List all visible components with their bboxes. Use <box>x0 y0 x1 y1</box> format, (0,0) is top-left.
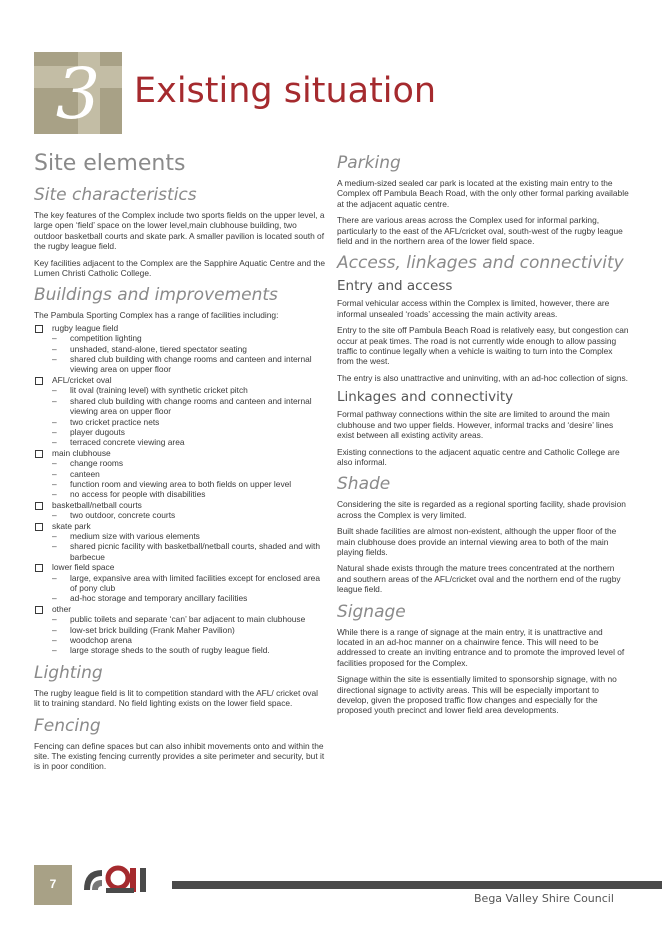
facility-sub-label: low-set brick building (Frank Maher Pavilion) <box>70 624 235 635</box>
section-title: Site elements <box>34 151 186 176</box>
paragraph: The rugby league field is lit to competition standard with the AFL/ cricket oval lit to training standard. No field lighting exists on the lower field space. <box>34 687 318 709</box>
heading-site-characteristics: Site characteristics <box>34 185 197 205</box>
heading-buildings: Buildings and improvements <box>34 285 278 306</box>
checkbox-bullet-icon <box>35 502 43 510</box>
facility-sub-label: shared club building with change rooms and canteen and internal viewing area on upper floor <box>70 354 312 375</box>
facilities-list <box>34 323 326 656</box>
page-number-tab <box>34 865 72 905</box>
paragraph: A medium-sized sealed car park is located at the existing main entry to the Complex off Pambula Beach Road, with the only other formal parking available at the adjacent aquatic centre. <box>337 178 629 209</box>
dash-bullet-icon: – <box>52 468 57 479</box>
facility-sub-label: no access for people with disabilities <box>70 489 206 500</box>
facility-sub-item <box>52 396 326 417</box>
dash-bullet-icon: – <box>52 541 57 552</box>
facility-label: AFL/cricket oval <box>52 374 112 385</box>
dash-bullet-icon: – <box>52 510 57 521</box>
facility-sub-label: large, expansive area with limited facilities except for enclosed area of pony club <box>70 572 320 593</box>
facility-item <box>34 375 326 448</box>
checkbox-bullet-icon <box>35 450 43 458</box>
paragraph: Signage within the site is essentially limited to sponsorship signage, with no directional signage to activity areas. This will be especially important to develop, given the proposed traffic flow changes and especially for the proposed youth precinct and lower field area developments. <box>337 674 617 716</box>
facility-label: other <box>52 603 72 614</box>
chapter-number-badge <box>34 52 122 134</box>
dash-bullet-icon: – <box>52 385 57 396</box>
chapter-number: 3 <box>55 53 101 134</box>
paragraph: Existing connections to the adjacent aquatic centre and Catholic College are also informal. <box>337 446 620 467</box>
facility-sub-item <box>52 489 326 499</box>
facility-sub-list <box>52 531 326 562</box>
paragraph: Entry to the site off Pambula Beach Road is relatively easy, but congestion can occur at peak times. The road is not currently wide enough to allow passing traffic to continue legally when a vehicle is waiting to turn into the Complex from the west. <box>337 325 629 367</box>
paragraph: There are various areas across the Complex used for informal parking, particularly to the east of the AFL/cricket oval, south-west of the rugby league field and in the northern area of the lower field space. <box>337 215 623 247</box>
facility-sub-list <box>52 333 326 375</box>
page-number: 7 <box>49 877 57 891</box>
paragraph: The entry is also unattractive and uninviting, with an ad-hoc collection of signs. <box>337 372 628 383</box>
dash-bullet-icon: – <box>52 530 57 541</box>
facility-item <box>34 521 326 563</box>
facility-sub-item <box>52 625 326 635</box>
dash-bullet-icon: – <box>52 395 57 406</box>
dash-bullet-icon: – <box>52 593 57 604</box>
facility-sub-item <box>52 479 326 489</box>
checkbox-bullet-icon <box>35 523 43 531</box>
facility-label: lower field space <box>52 562 115 573</box>
facility-sub-item <box>52 593 326 603</box>
facility-sub-label: player dugouts <box>70 426 125 437</box>
facility-label: skate park <box>52 520 91 531</box>
facility-item <box>34 323 326 375</box>
paragraph: While there is a range of signage at the main entry, it is unattractive and located in an ad-hoc manner on a chainwire fence. This will need to be addressed to create an inviting entrance and to promote the improved level of facilities proposed for the Complex. <box>337 626 625 668</box>
paragraph: The key features of the Complex include two sports fields on the upper level, a large open ‘field’ space on the lower level,main clubhouse building, two outdoor basketball courts and skate park. A smaller pavilion is located south of the rugby league field. <box>34 210 325 252</box>
facility-sub-item <box>52 354 326 375</box>
facility-sub-label: medium size with various elements <box>70 530 200 541</box>
facility-sub-item <box>52 541 326 562</box>
dash-bullet-icon: – <box>52 635 57 646</box>
facility-sub-item <box>52 573 326 594</box>
facility-label: basketball/netball courts <box>52 499 142 510</box>
facility-sub-label: two outdoor, concrete courts <box>70 510 176 521</box>
facility-sub-item <box>52 645 326 655</box>
heading-fencing: Fencing <box>34 715 101 736</box>
facility-sub-label: large storage sheds to the south of rugby league field. <box>70 645 270 656</box>
facility-sub-item <box>52 458 326 468</box>
dash-bullet-icon: – <box>52 354 57 365</box>
paragraph: Formal pathway connections within the site are limited to around the main clubhouse and two upper fields. However, informal tracks and ‘desire’ lines exist between all existing activity areas. <box>337 409 614 441</box>
dash-bullet-icon: – <box>52 343 57 354</box>
heading-lighting: Lighting <box>34 662 103 683</box>
facility-sub-label: shared picnic facility with basketball/netball courts, shaded and with barbecue <box>70 541 320 562</box>
facility-sub-item <box>52 417 326 427</box>
dash-bullet-icon: – <box>52 416 57 427</box>
checkbox-bullet-icon <box>35 606 43 614</box>
council-logo-icon <box>78 860 158 900</box>
dash-bullet-icon: – <box>52 458 57 469</box>
facility-sub-label: unshaded, stand-alone, tiered spectator seating <box>70 343 247 354</box>
heading-linkages: Linkages and connectivity <box>337 389 514 406</box>
facility-sub-item <box>52 333 326 343</box>
dash-bullet-icon: – <box>52 333 57 344</box>
facility-sub-list <box>52 614 326 656</box>
facility-sub-item <box>52 614 326 624</box>
facility-sub-list <box>52 510 326 520</box>
facility-sub-list <box>52 458 326 500</box>
facility-sub-list <box>52 573 326 604</box>
facility-sub-item <box>52 531 326 541</box>
facility-sub-item <box>52 510 326 520</box>
facility-sub-label: lit oval (training level) with synthetic cricket pitch <box>70 385 248 396</box>
facility-sub-label: competition lighting <box>70 333 142 344</box>
heading-signage: Signage <box>337 601 406 622</box>
chapter-title: Existing situation <box>134 71 437 111</box>
dash-bullet-icon: – <box>52 437 57 448</box>
facility-label: main clubhouse <box>52 447 111 458</box>
facility-sub-label: ad-hoc storage and temporary ancillary facilities <box>70 593 248 604</box>
paragraph: Formal vehicular access within the Complex is limited, however, there are informal unsealed ‘roads’ accessing the main activity areas. <box>337 298 610 319</box>
council-name: Bega Valley Shire Council <box>474 892 614 905</box>
right-column <box>337 150 629 722</box>
dash-bullet-icon: – <box>52 614 57 625</box>
facility-sub-item <box>52 437 326 447</box>
dash-bullet-icon: – <box>52 489 57 500</box>
facility-sub-label: canteen <box>70 468 100 479</box>
dash-bullet-icon: – <box>52 478 57 489</box>
facility-sub-item <box>52 385 326 395</box>
facility-sub-item <box>52 635 326 645</box>
paragraph: Considering the site is regarded as a regional sporting facility, shade provision across the Complex is very limited. <box>337 499 626 520</box>
facility-sub-label: public toilets and separate ‘can’ bar adjacent to main clubhouse <box>70 614 306 625</box>
facility-item <box>34 562 326 604</box>
facility-sub-label: woodchop arena <box>70 635 132 646</box>
paragraph: The Pambula Sporting Complex has a range of facilities including: <box>34 310 279 321</box>
dash-bullet-icon: – <box>52 624 57 635</box>
facility-sub-label: function room and viewing area to both fields on upper level <box>70 478 292 489</box>
facility-sub-item <box>52 469 326 479</box>
facility-item <box>34 604 326 656</box>
paragraph: Natural shade exists through the mature trees concentrated at the northern and southern areas of the AFL/cricket oval and the northern end of the rugby league field. <box>337 563 621 595</box>
facility-sub-list <box>52 385 326 447</box>
heading-access: Access, linkages and connectivity <box>337 253 624 274</box>
checkbox-bullet-icon <box>35 377 43 385</box>
paragraph: Fencing can define spaces but can also inhibit movements onto and within the site. The existing fencing currently provides a site perimeter and security, but it is in poor condition. <box>34 740 325 772</box>
paragraph: Key facilities adjacent to the Complex are the Sapphire Aquatic Centre and the Lumen Christi Catholic College. <box>34 257 325 279</box>
heading-shade: Shade <box>337 474 391 495</box>
heading-parking: Parking <box>337 153 401 173</box>
facility-item <box>34 448 326 500</box>
dash-bullet-icon: – <box>52 426 57 437</box>
facility-label: rugby league field <box>52 322 119 333</box>
facility-item <box>34 500 326 521</box>
facility-sub-label: shared club building with change rooms and canteen and internal viewing area on upper floor <box>70 395 312 417</box>
facility-sub-item <box>52 427 326 437</box>
checkbox-bullet-icon <box>35 325 43 333</box>
facility-sub-label: change rooms <box>70 458 124 469</box>
facility-sub-label: terraced concrete viewing area <box>70 437 185 448</box>
dash-bullet-icon: – <box>52 572 57 583</box>
facility-sub-label: two cricket practice nets <box>70 416 160 427</box>
checkbox-bullet-icon <box>35 564 43 572</box>
facility-sub-item <box>52 344 326 354</box>
dash-bullet-icon: – <box>52 645 57 656</box>
footer-bar <box>172 881 662 889</box>
paragraph: Built shade facilities are almost non-existent, although the upper floor of the main clubhouse does provide an internal viewing area to both of the main playing fields. <box>337 526 617 557</box>
left-column <box>34 150 326 778</box>
heading-entry-access: Entry and access <box>337 278 453 295</box>
